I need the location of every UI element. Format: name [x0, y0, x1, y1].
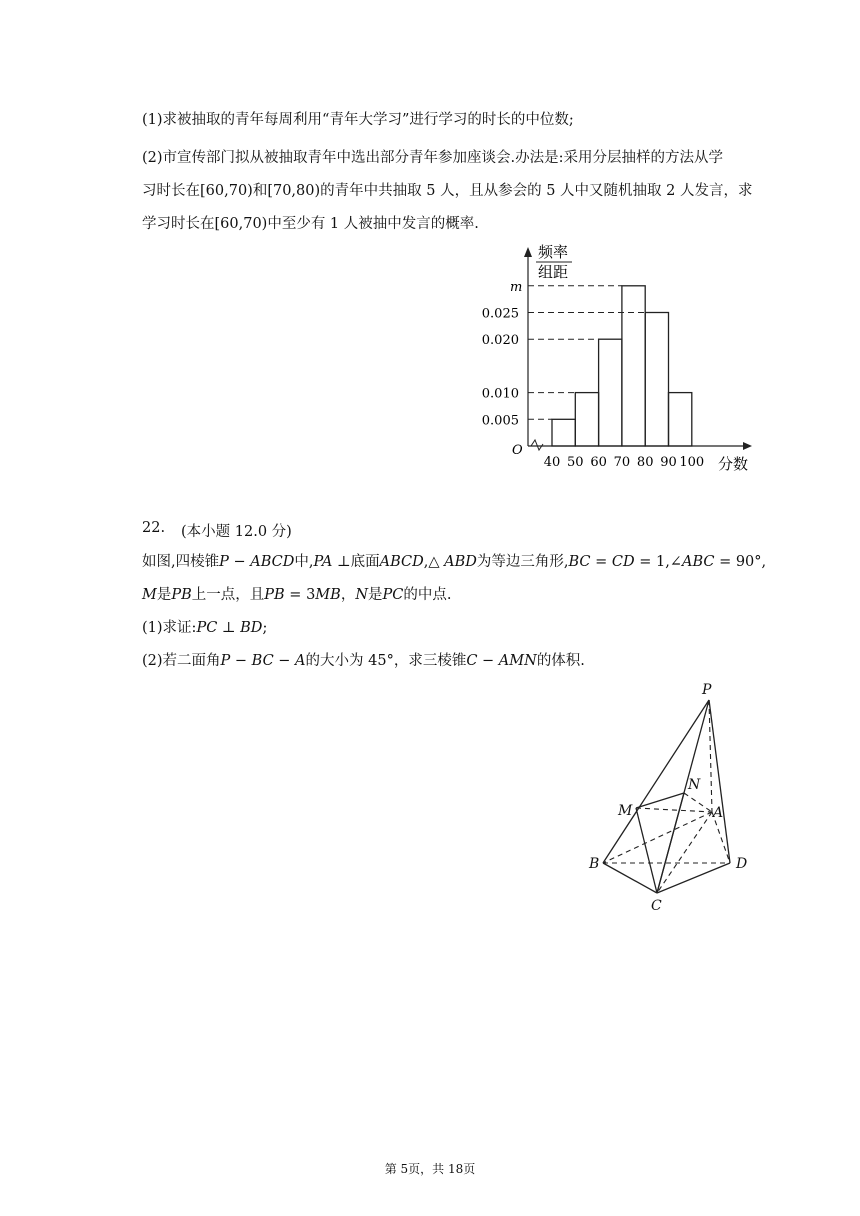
page-footer: 第 5页，共 18页 — [384, 1162, 476, 1176]
q22-line1: 如图,四棱锥P − ABCD中,PA ⊥底面ABCD,△ ABD为等边三角形,BC = CD = 1,∠ABC = 90°, — [142, 554, 767, 570]
edge-NA — [684, 793, 712, 812]
label-D: D — [736, 856, 748, 872]
y-tick-4: m — [510, 279, 523, 295]
x-tick-1: 50 — [567, 455, 584, 470]
ylabel-bottom: 组距 — [538, 263, 569, 281]
bar-1 — [575, 393, 598, 446]
label-A: A — [713, 805, 724, 821]
x-tick-4: 80 — [636, 455, 654, 470]
edge-CD — [657, 863, 730, 893]
edge-BC — [603, 863, 657, 893]
y-tick-0: 0.005 — [481, 413, 519, 429]
q22-line2: M是PB上一点，且PB = 3MB，N是PC的中点. — [142, 587, 452, 603]
x-tick-2: 60 — [590, 455, 607, 470]
x-tick-3: 70 — [613, 455, 631, 470]
bar-5 — [669, 393, 692, 446]
ylabel-top: 频率 — [538, 243, 569, 261]
frequency-histogram — [0, 0, 860, 500]
edge-NC — [657, 793, 684, 893]
edge-AB — [603, 812, 712, 863]
label-M: M — [618, 803, 633, 819]
q21-part2-line2: 习时长在[60,70)和[70,80)的青年中共抽取 5 人，且从参会的 5 人中又随机抽取 2 人发言，求 — [142, 183, 753, 199]
bar-0 — [552, 419, 575, 446]
edge-MC — [636, 808, 657, 893]
label-C: C — [651, 898, 662, 914]
bar-2 — [599, 339, 622, 446]
q21-part2-line3: 学习时长在[60,70)中至少有 1 人被抽中发言的概率. — [142, 216, 479, 232]
axis-break — [531, 440, 543, 450]
q22-part1: (1)求证:PC ⊥ BD; — [142, 620, 268, 636]
q22-number: 22. — [142, 520, 166, 536]
q21-part2-line1: (2)市宣传部门拟从被抽取青年中选出部分青年参加座谈会.办法是:采用分层抽样的方法从学 — [142, 150, 724, 166]
edge-AD — [712, 812, 730, 863]
q22-score: (本小题 12.0 分) — [181, 524, 292, 540]
q22-part2: (2)若二面角P − BC − A的大小为 45°，求三棱锥C − AMN的体积. — [142, 653, 585, 669]
label-B: B — [589, 856, 600, 872]
label-P: P — [702, 682, 712, 698]
edge-PC — [657, 700, 709, 893]
x-axis-arrow — [743, 442, 752, 450]
edge-AC — [657, 812, 712, 893]
edge-MA — [636, 808, 712, 812]
origin-label: O — [512, 443, 523, 458]
edge-MN — [636, 793, 684, 808]
x-tick-0: 40 — [543, 455, 561, 470]
edge-PA — [709, 700, 712, 812]
y-tick-1: 0.010 — [481, 386, 519, 402]
bar-3 — [622, 286, 645, 446]
label-N: N — [688, 777, 701, 793]
x-tick-6: 100 — [679, 455, 705, 470]
edge-PB — [603, 700, 709, 863]
bar-4 — [645, 313, 668, 447]
y-tick-3: 0.025 — [481, 306, 519, 322]
xlabel: 分数 — [717, 455, 749, 473]
edge-PD — [709, 700, 730, 863]
x-tick-5: 90 — [660, 455, 677, 470]
y-axis-arrow — [524, 247, 532, 257]
q21-part1: (1)求被抽取的青年每周利用“青年大学习”进行学习的时长的中位数; — [142, 112, 574, 128]
y-tick-2: 0.020 — [481, 333, 519, 349]
